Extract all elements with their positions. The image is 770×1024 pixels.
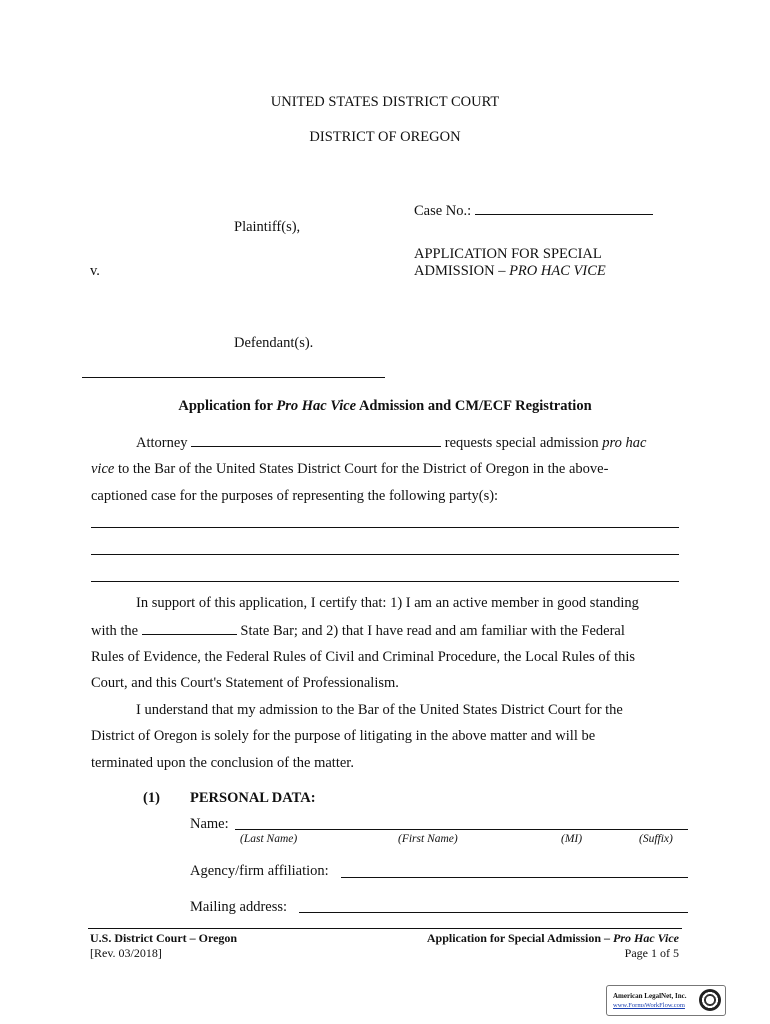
title-suffix: Admission and CM/ECF Registration	[358, 398, 592, 414]
application-title-italic: PRO HAC VICE	[509, 263, 606, 279]
district-name: DISTRICT OF OREGON	[309, 129, 461, 145]
paragraph1-line3: captioned case for the purposes of representing the following party(s):	[91, 488, 499, 504]
party-line-3[interactable]	[91, 581, 679, 582]
party-line-2[interactable]	[91, 554, 679, 555]
mailing-address-label: Mailing address:	[190, 899, 288, 915]
name-label: Name:	[190, 816, 229, 832]
title-italic: Pro Hac Vice	[276, 398, 357, 414]
footer-divider	[88, 928, 682, 929]
paragraph3-line2: District of Oregon is solely for the purpose of litigating in the above matter and will be	[91, 728, 596, 744]
paragraph2-line1: In support of this application, I certify that: 1) I am an active member in good standing	[136, 595, 639, 611]
pro-hac-italic: pro hac	[602, 435, 647, 451]
first-name-caption: (First Name)	[398, 833, 458, 845]
paragraph2-line2-text: State Bar; and 2) that I have read and am familiar with the Federal	[240, 623, 625, 639]
mailing-address-input-line[interactable]	[299, 912, 688, 913]
case-number-label: Case No.:	[414, 203, 472, 219]
paragraph2-line4: Court, and this Court's Statement of Professionalism.	[91, 675, 399, 691]
attorney-name-blank[interactable]	[191, 434, 441, 447]
publisher-badge[interactable]	[606, 985, 726, 1016]
paragraph1-line2-text: to the Bar of the United States District Court for the District of Oregon in the above-	[117, 461, 609, 477]
footer-page-number: Page 1 of 5	[624, 946, 679, 960]
application-title-line1: APPLICATION FOR SPECIAL	[414, 246, 602, 262]
paragraph1-text: requests special admission	[444, 435, 599, 451]
paragraph2-line2	[91, 622, 625, 640]
middle-initial-caption: (MI)	[561, 833, 583, 845]
paragraph2-line3: Rules of Evidence, the Federal Rules of Civil and Criminal Procedure, the Local Rules of this	[91, 649, 636, 665]
suffix-caption: (Suffix)	[639, 833, 673, 845]
defendant-label: Defendant(s).	[234, 335, 314, 351]
publisher-name: American LegalNet, Inc.	[613, 992, 687, 1000]
paragraph3-line3: terminated upon the conclusion of the matter.	[91, 755, 354, 771]
state-bar-blank[interactable]	[142, 622, 237, 635]
vice-italic: vice	[91, 461, 115, 477]
case-number-field	[414, 202, 653, 220]
name-input-line[interactable]	[235, 829, 688, 830]
application-title-line2	[414, 263, 606, 280]
section-number: (1)	[143, 790, 160, 806]
footer-revision: [Rev. 03/2018]	[90, 946, 162, 960]
case-number-blank[interactable]	[475, 202, 653, 215]
footer-form-title-prefix: Application for Special Admission –	[426, 931, 610, 945]
last-name-caption: (Last Name)	[240, 833, 298, 845]
attorney-label: Attorney	[136, 435, 188, 451]
plaintiff-label: Plaintiff(s),	[234, 219, 301, 235]
document-title	[0, 398, 770, 415]
footer-court: U.S. District Court – Oregon	[90, 931, 238, 945]
section-heading: PERSONAL DATA:	[190, 790, 316, 806]
application-title-prefix: ADMISSION –	[414, 263, 506, 279]
footer-form-title-italic: Pro Hac Vice	[613, 931, 679, 945]
court-name: UNITED STATES DISTRICT COURT	[270, 94, 500, 110]
title-prefix: Application for	[178, 398, 273, 414]
with-the-text: with the	[91, 623, 139, 639]
agency-label: Agency/firm affiliation:	[190, 863, 329, 879]
footer-form-title	[427, 931, 679, 946]
publisher-url[interactable]: www.FormsWorkFlow.com	[613, 1002, 685, 1009]
paragraph1-line1	[136, 434, 646, 452]
publisher-logo-icon	[699, 989, 721, 1011]
versus-label: v.	[90, 263, 100, 279]
party-line-1[interactable]	[91, 527, 679, 528]
paragraph1-line2	[91, 461, 608, 478]
paragraph3-line1: I understand that my admission to the Bar of the United States District Court for the	[136, 702, 623, 718]
agency-input-line[interactable]	[341, 877, 688, 878]
caption-divider	[82, 377, 385, 378]
